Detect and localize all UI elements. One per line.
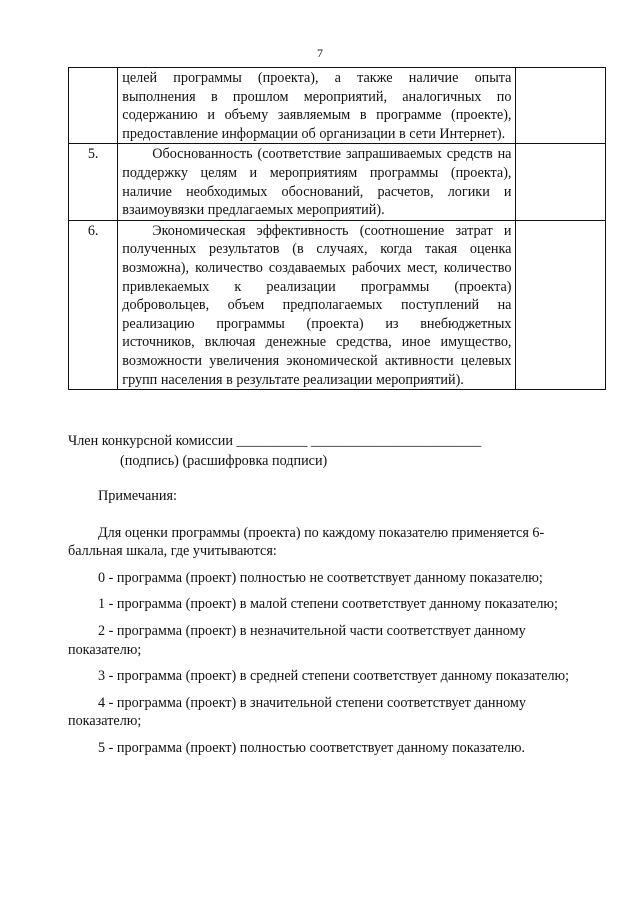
row-number: 6.: [69, 220, 118, 389]
row-criterion-text: целей программы (проекта), а также наличие опыта выполнения в прошлом мероприятий, аналогичных по содержанию и объему заявляемым в программе (проекте), предоставление информации об организации в сети Интернет).: [118, 68, 516, 144]
notes-section: [68, 487, 572, 758]
score-note-0: 0 - программа (проект) полностью не соответствует данному показателю;: [98, 569, 543, 586]
row-number: [69, 68, 118, 144]
signature-caption: (подпись) (расшифровка подписи): [120, 453, 328, 469]
score-note-1: 1 - программа (проект) в малой степени соответствует данному показателю;: [98, 596, 558, 613]
row-criterion-text: Обоснованность (соответствие запрашиваемых средств на поддержку целям и мероприятиям программы (проекта), наличие необходимых обоснований, расчетов, логики и взаимоувязки предлагаемых мероприятий).: [118, 144, 516, 220]
row-score-cell: [516, 220, 606, 389]
commission-member-signature-line: Член конкурсной комиссии __________ ________________________: [68, 433, 482, 449]
score-note-5: 5 - программа (проект) полностью соответствует данному показателю.: [98, 739, 525, 756]
score-note-3: 3 - программа (проект) в средней степени соответствует данному показателю;: [98, 668, 570, 685]
row-score-cell: [516, 68, 606, 144]
notes-heading: Примечания:: [98, 488, 177, 504]
row-criterion-text: Экономическая эффективность (соотношение затрат и полученных результатов (в случаях, когда такая оценка возможна), количество создаваемых рабочих мест, количество привлекаемых к реализации программы (проекта) добровольцев, объем предполагаемых поступлений на реализацию программы (проекта) из внебюджетных источников, включая денежные средства, иное имущество, возможности увеличения экономической активности целевых групп населения в результате реализации мероприятий).: [118, 220, 516, 389]
criteria-table: [68, 67, 606, 390]
table-row: [69, 144, 606, 220]
page-number: 7: [317, 46, 323, 60]
table-row: [69, 68, 606, 144]
score-note-4: 4 - программа (проект) в значительной степени соответствует данному показателю;: [68, 694, 526, 730]
notes-intro: Для оценки программы (проекта) по каждому показателю применяется 6-балльная шкала, где учитываются:: [68, 524, 545, 560]
row-number: 5.: [69, 144, 118, 220]
row-score-cell: [516, 144, 606, 220]
table-row: [69, 220, 606, 389]
score-note-2: 2 - программа (проект) в незначительной части соответствует данному показателю;: [68, 622, 526, 658]
